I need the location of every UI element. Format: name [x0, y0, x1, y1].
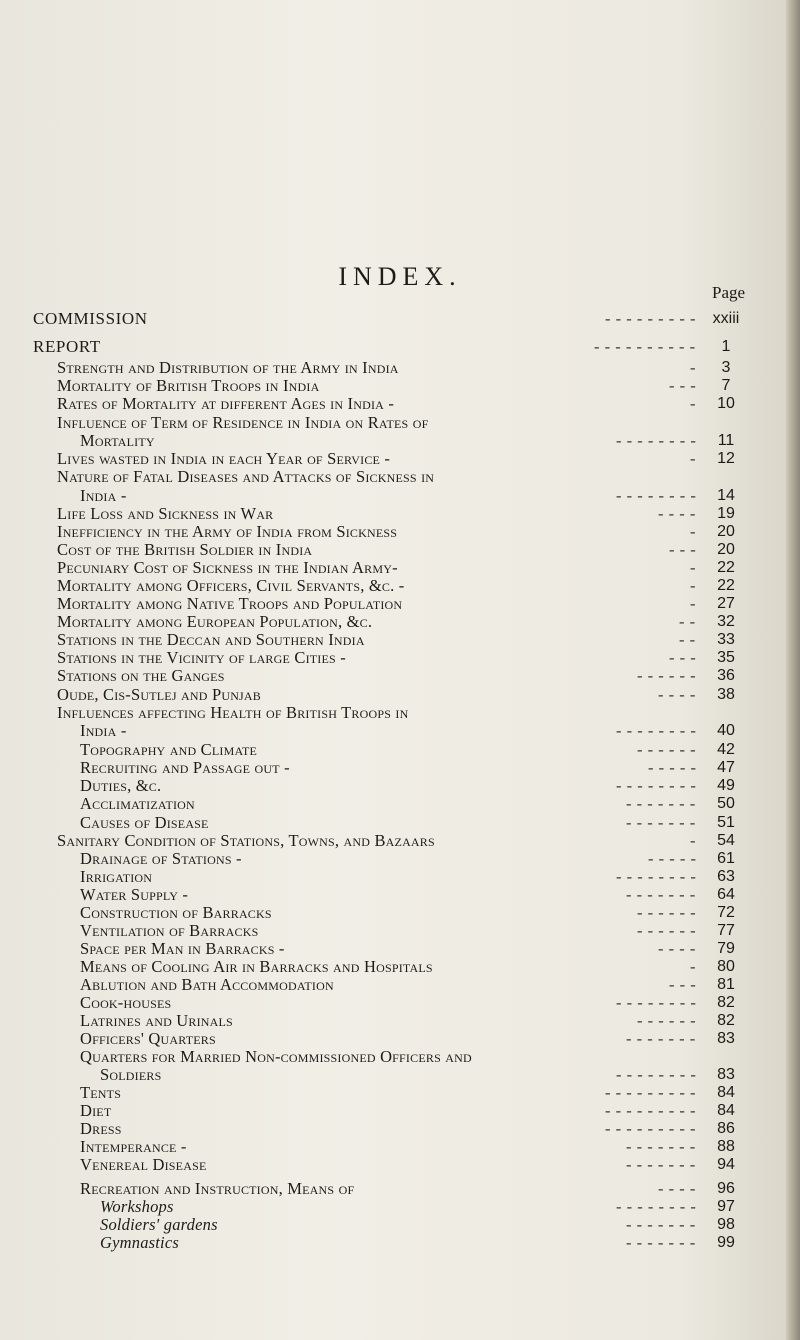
- entry-label: Influences affecting Health of British Troops in: [57, 703, 409, 722]
- entry-leader-dashes: - - - - - - - - - -: [594, 337, 696, 356]
- entry-leader-dashes: - - - - - -: [637, 921, 697, 940]
- entry-page-number: 83: [717, 1066, 735, 1083]
- entry-label: Dress: [80, 1119, 122, 1138]
- entry-label: Cook-houses: [80, 993, 172, 1012]
- index-entry: [0, 722, 800, 739]
- entry-label: Topography and Climate: [80, 740, 258, 759]
- entry-label: Means of Cooling Air in Barracks and Hospitals: [80, 957, 433, 976]
- entry-leader-dashes: - - -: [669, 975, 697, 994]
- entry-leader-dashes: - - - - - - - -: [616, 1197, 697, 1216]
- index-entry: [0, 1216, 800, 1233]
- entry-page-number: 38: [717, 686, 735, 703]
- entry-page-number: 47: [717, 759, 735, 776]
- index-entry: [0, 359, 800, 376]
- entry-leader-dashes: - - - - - - - -: [616, 993, 697, 1012]
- index-entry: [0, 1102, 800, 1119]
- entry-leader-dashes: - - - - - -: [637, 740, 697, 759]
- index-entry: [0, 613, 800, 630]
- index-entry: [0, 958, 800, 975]
- index-entry: [0, 1066, 800, 1083]
- index-entry: [0, 631, 800, 648]
- entry-label: Pecuniary Cost of Sickness in the Indian Army-: [57, 558, 398, 577]
- entry-label: Drainage of Stations -: [80, 849, 242, 868]
- index-entry: [0, 832, 800, 849]
- entry-leader-dashes: - - - - - - - - -: [605, 1101, 696, 1120]
- entry-label: Sanitary Condition of Stations, Towns, and Bazaars: [57, 831, 435, 850]
- index-entry: [0, 994, 800, 1011]
- entry-page-number: 11: [717, 432, 735, 449]
- index-entry: [0, 922, 800, 939]
- entry-leader-dashes: - - - - - - - -: [616, 486, 697, 505]
- entry-label: Officers' Quarters: [80, 1029, 216, 1048]
- entry-label: Space per Man in Barracks -: [80, 939, 285, 958]
- entry-leader-dashes: - - - - - -: [637, 1011, 697, 1030]
- entry-label: Oude, Cis-Sutlej and Punjab: [57, 685, 261, 704]
- entry-leader-dashes: -: [690, 831, 696, 850]
- entry-leader-dashes: - - -: [669, 376, 697, 395]
- entry-page-number: 7: [721, 377, 731, 394]
- entry-leader-dashes: - - -: [669, 648, 697, 667]
- entry-label: Intemperance -: [80, 1137, 187, 1156]
- index-entry: [0, 868, 800, 885]
- entry-label: Causes of Disease: [80, 813, 209, 832]
- index-entry: [0, 649, 800, 666]
- entry-label: Tents: [80, 1083, 122, 1102]
- entry-leader-dashes: - - - - -: [648, 849, 697, 868]
- index-entry: [0, 1048, 800, 1065]
- entry-leader-dashes: - - - -: [658, 939, 696, 958]
- index-entry: [0, 1012, 800, 1029]
- index-entry: [0, 559, 800, 576]
- entry-leader-dashes: - - - - - - -: [626, 1215, 696, 1234]
- index-entry: [0, 814, 800, 831]
- entry-label: India -: [80, 486, 127, 505]
- entry-page-number: 10: [717, 395, 735, 412]
- entry-label: Water Supply -: [80, 885, 189, 904]
- entry-leader-dashes: -: [690, 522, 696, 541]
- index-entry: [0, 904, 800, 921]
- entry-page-number: 98: [717, 1216, 735, 1233]
- entry-label: REPORT: [33, 337, 101, 356]
- entry-page-number: 42: [717, 741, 735, 758]
- entry-page-number: 22: [717, 577, 735, 594]
- entry-leader-dashes: - - - - - -: [637, 903, 697, 922]
- entry-leader-dashes: - - - -: [658, 504, 696, 523]
- index-entry: [0, 377, 800, 394]
- entry-leader-dashes: - -: [679, 612, 696, 631]
- entry-page-number: 36: [717, 667, 735, 684]
- entry-leader-dashes: -: [690, 394, 696, 413]
- entry-leader-dashes: - - -: [669, 540, 697, 559]
- index-entry: [0, 1198, 800, 1215]
- index-entry: [0, 1234, 800, 1251]
- entry-leader-dashes: -: [690, 957, 696, 976]
- entry-page-number: 64: [717, 886, 735, 903]
- entry-page-number: 86: [717, 1120, 735, 1137]
- entry-leader-dashes: - - - - - - - - -: [605, 1119, 696, 1138]
- entry-label: Gymnastics: [100, 1233, 179, 1252]
- entry-leader-dashes: -: [690, 358, 696, 377]
- entry-page-number: 14: [717, 487, 735, 504]
- entry-page-number: 77: [717, 922, 735, 939]
- index-entry: [0, 686, 800, 703]
- index-entry: [0, 886, 800, 903]
- entry-label: Construction of Barracks: [80, 903, 272, 922]
- index-entry: [0, 1084, 800, 1101]
- entry-label: Mortality among Native Troops and Population: [57, 594, 403, 613]
- index-entry: [0, 850, 800, 867]
- index-entry: [0, 741, 800, 758]
- page-column-heading: Page: [712, 283, 746, 302]
- entry-label: Recreation and Instruction, Means of: [80, 1179, 355, 1198]
- entry-page-number: 81: [717, 976, 735, 993]
- entry-page-number: 33: [717, 631, 735, 648]
- index-entry: [0, 704, 800, 721]
- entry-leader-dashes: - - - - - - -: [626, 885, 696, 904]
- index-entry: [0, 541, 800, 558]
- entry-page-number: 40: [717, 722, 735, 739]
- entry-leader-dashes: - - - - - - - -: [616, 1065, 697, 1084]
- entry-label: Stations in the Vicinity of large Cities -: [57, 648, 346, 667]
- index-entry: [0, 1030, 800, 1047]
- entry-label: Mortality of British Troops in India: [57, 376, 320, 395]
- entry-page-number: 3: [721, 359, 731, 376]
- entry-page-number: 63: [717, 868, 735, 885]
- entry-page-number: 20: [717, 523, 735, 540]
- entry-label: Diet: [80, 1101, 112, 1120]
- entry-page-number: 35: [717, 649, 735, 666]
- entry-leader-dashes: - - - - - - - -: [616, 776, 697, 795]
- entry-label: Soldiers' gardens: [100, 1215, 218, 1234]
- index-entry: [0, 414, 800, 431]
- entry-label: Irrigation: [80, 867, 153, 886]
- entry-label: Venereal Disease: [80, 1155, 207, 1174]
- entry-page-number: 82: [717, 994, 735, 1011]
- entry-page-number: 94: [717, 1156, 735, 1173]
- index-entry: [0, 432, 800, 449]
- entry-leader-dashes: - - - - - - -: [626, 794, 696, 813]
- entry-page-number: 82: [717, 1012, 735, 1029]
- entry-label: Stations in the Deccan and Southern India: [57, 630, 365, 649]
- entry-page-number: 72: [717, 904, 735, 921]
- entry-page-number: 96: [717, 1180, 735, 1197]
- index-entry: [0, 976, 800, 993]
- entry-label: Ablution and Bath Accommodation: [80, 975, 334, 994]
- entry-label: Latrines and Urinals: [80, 1011, 233, 1030]
- entry-leader-dashes: - - - - - - - -: [616, 867, 697, 886]
- entry-page-number: 22: [717, 559, 735, 576]
- entry-page-number: 27: [717, 595, 735, 612]
- entry-page-number: 84: [717, 1102, 735, 1119]
- entry-page-number: 50: [717, 795, 735, 812]
- entry-label: Influence of Term of Residence in India on Rates of: [57, 413, 429, 432]
- entry-leader-dashes: - - - - - - -: [626, 813, 696, 832]
- entry-page-number: 79: [717, 940, 735, 957]
- entry-leader-dashes: - - - - - -: [637, 666, 697, 685]
- entry-label: COMMISSION: [33, 309, 148, 328]
- entry-label: Mortality among Officers, Civil Servants, &c. -: [57, 576, 405, 595]
- entry-label: India -: [80, 721, 127, 740]
- entry-page-number: 32: [717, 613, 735, 630]
- entry-page-number: 61: [717, 850, 735, 867]
- entry-page-number: 88: [717, 1138, 735, 1155]
- entry-label: Nature of Fatal Diseases and Attacks of Sickness in: [57, 467, 435, 486]
- entry-page-number: xxiii: [712, 310, 740, 327]
- entry-label: Recruiting and Passage out -: [80, 758, 290, 777]
- entry-page-number: 51: [717, 814, 735, 831]
- entry-page-number: 97: [717, 1198, 735, 1215]
- entry-page-number: 54: [717, 832, 735, 849]
- index-entry: [0, 1138, 800, 1155]
- entry-label: Soldiers: [100, 1065, 162, 1084]
- entry-page-number: 99: [717, 1234, 735, 1251]
- entry-page-number: 20: [717, 541, 735, 558]
- entry-leader-dashes: - - - - - - - -: [616, 431, 697, 450]
- entry-label: Acclimatization: [80, 794, 195, 813]
- entry-page-number: 19: [717, 505, 735, 522]
- entry-label: Lives wasted in India in each Year of Service -: [57, 449, 391, 468]
- entry-leader-dashes: - - - - - - -: [626, 1029, 696, 1048]
- index-entry: [0, 1120, 800, 1137]
- index-title: INDEX.: [338, 262, 462, 291]
- entry-leader-dashes: -: [690, 449, 696, 468]
- entry-label: Ventilation of Barracks: [80, 921, 259, 940]
- index-entry: [0, 1180, 800, 1197]
- index-entry: [0, 667, 800, 684]
- index-entry: [0, 338, 800, 355]
- index-entry: [0, 310, 800, 327]
- index-entry: [0, 577, 800, 594]
- entry-label: Rates of Mortality at different Ages in India -: [57, 394, 395, 413]
- entry-page-number: 1: [721, 338, 731, 355]
- entry-label: Workshops: [100, 1197, 174, 1216]
- entry-leader-dashes: - - - - - - - - -: [605, 309, 696, 328]
- entry-leader-dashes: - - - -: [658, 1179, 696, 1198]
- entry-label: Stations on the Ganges: [57, 666, 225, 685]
- entry-label: Life Loss and Sickness in War: [57, 504, 274, 523]
- index-entry: [0, 940, 800, 957]
- entry-label: Cost of the British Soldier in India: [57, 540, 313, 559]
- index-entry: [0, 487, 800, 504]
- index-entry: [0, 795, 800, 812]
- index-entry: [0, 523, 800, 540]
- entry-label: Strength and Distribution of the Army in India: [57, 358, 399, 377]
- entry-label: Mortality among European Population, &c.: [57, 612, 373, 631]
- entry-leader-dashes: - - - -: [658, 685, 696, 704]
- entry-page-number: 12: [717, 450, 735, 467]
- entry-page-number: 49: [717, 777, 735, 794]
- entry-leader-dashes: -: [690, 576, 696, 595]
- entry-leader-dashes: - -: [679, 630, 696, 649]
- entry-label: Inefficiency in the Army of India from Sickness: [57, 522, 398, 541]
- entry-label: Mortality: [80, 431, 155, 450]
- index-entry: [0, 777, 800, 794]
- entry-page-number: 80: [717, 958, 735, 975]
- entry-leader-dashes: -: [690, 558, 696, 577]
- entry-page-number: 84: [717, 1084, 735, 1101]
- entry-label: Duties, &c.: [80, 776, 162, 795]
- entry-leader-dashes: - - - - - - -: [626, 1233, 696, 1252]
- index-entry: [0, 468, 800, 485]
- index-entry: [0, 595, 800, 612]
- entry-leader-dashes: - - - - - - - -: [616, 721, 697, 740]
- entry-leader-dashes: - - - - - - -: [626, 1137, 696, 1156]
- index-entry: [0, 1156, 800, 1173]
- index-entry: [0, 505, 800, 522]
- entry-leader-dashes: -: [690, 594, 696, 613]
- entry-label: Quarters for Married Non-commissioned Officers and: [80, 1047, 472, 1066]
- entry-page-number: 83: [717, 1030, 735, 1047]
- index-entry: [0, 395, 800, 412]
- entry-leader-dashes: - - - - - - - - -: [605, 1083, 696, 1102]
- entry-leader-dashes: - - - - - - -: [626, 1155, 696, 1174]
- index-entry: [0, 759, 800, 776]
- entry-leader-dashes: - - - - -: [648, 758, 697, 777]
- index-entry: [0, 450, 800, 467]
